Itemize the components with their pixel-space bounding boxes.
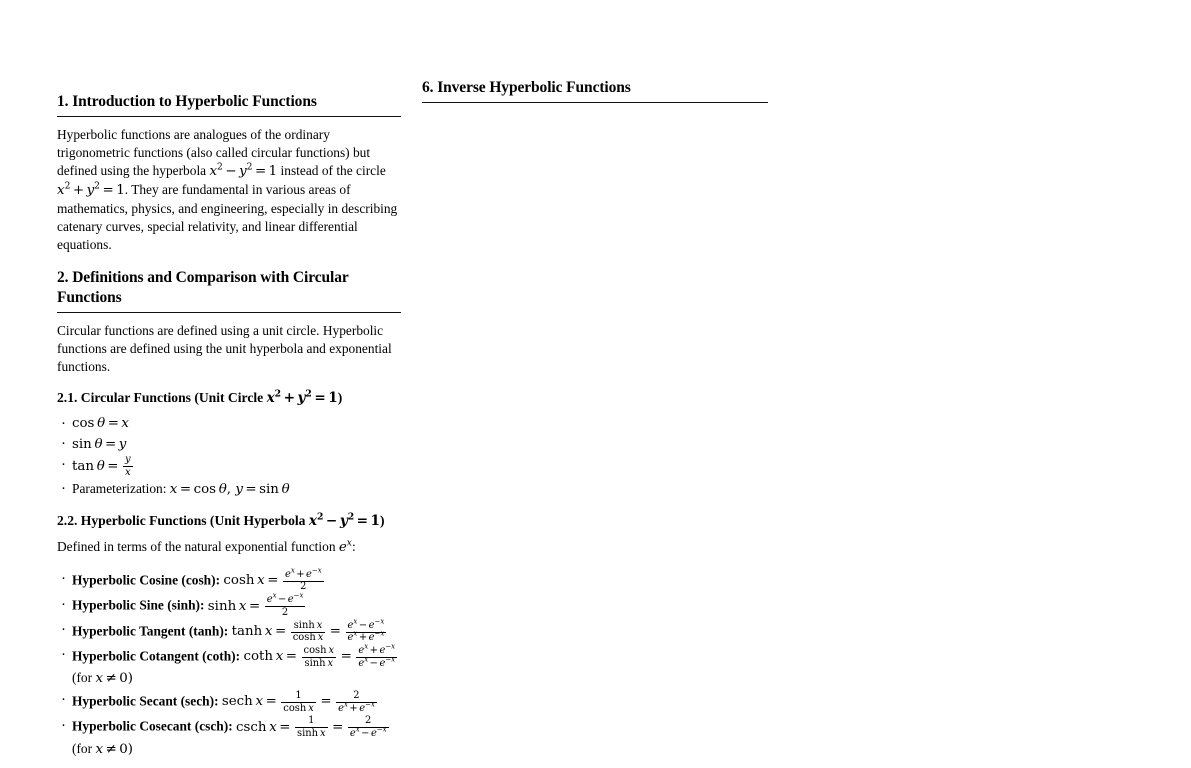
list-item-sinh xyxy=(57,591,401,618)
sinh-exponential-fraction: $\frac{e^x - e^{-x}}{2}$ xyxy=(266,591,304,618)
subsection-hyperbolic-prefix: 2.2. Hyperbolic Functions (Unit Hyperbola xyxy=(57,513,309,529)
section-heading-inverse-hyperbolic xyxy=(422,78,768,103)
coth-formula: coth x = $\frac{\text{cosh x}}{\text{sinh x}}$ = $\frac{e^x + e^{-x}}{e^x - e^{-x}}$ xyxy=(243,642,396,669)
tan-function-name: tan xyxy=(72,458,94,474)
paragraph-definitions: Circular functions are defined using a unit circle. Hyperbolic functions are defined using the unit hyperbola and exponential functions. xyxy=(57,322,392,374)
subsection-circular-suffix: ) xyxy=(337,389,343,405)
list-item-sin: · sin θ = y xyxy=(57,435,401,455)
list-item-coth xyxy=(57,642,401,689)
cosh-denominator: 2 xyxy=(300,581,307,593)
section-title-introduction: 1. Introduction to Hyperbolic Functions xyxy=(57,93,317,110)
list-item-cos: · cos θ = x xyxy=(57,414,401,434)
cosh-exponential-fraction: $\frac{e^x + e^{-x}}{2}$ xyxy=(284,566,322,593)
heading-rule xyxy=(57,312,401,313)
tanh-function-name: tanh xyxy=(231,624,263,640)
sech-exponential-fraction: $\frac{2}{e^x + e^{-x}}$ xyxy=(338,689,375,714)
param-x-argument: θ xyxy=(218,481,227,497)
sech-exp-numerator: 2 xyxy=(336,691,377,703)
tanh-ratio-fraction: $\frac{\text{sinh x}}{\text{cosh x}}$ xyxy=(292,619,324,644)
coth-function-name: coth xyxy=(243,649,274,665)
subsection-title-circular-functions xyxy=(57,389,401,408)
tan-fraction xyxy=(123,455,133,478)
lead-in-prefix: Defined in terms of the natural exponential function xyxy=(57,538,339,554)
csch-condition: (for x ≠ 0) xyxy=(72,740,133,757)
intro-text-part-3: . They are fundamental in various areas of mathematics, physics, and engineering, especially in describing catenary curves, special relativity, and linear differential equations. xyxy=(57,181,398,252)
tanh-formula: tanh x = $\frac{\text{sinh x}}{\text{cosh x}}$ = $\frac{e^x - e^{-x}}{e^x + e^{-x}}$ xyxy=(231,617,385,644)
sech-label: Hyperbolic Secant (sech): xyxy=(72,693,219,709)
intro-text-part-2: instead of the circle xyxy=(277,163,386,178)
sinh-denominator: 2 xyxy=(281,606,289,618)
coth-label: Hyperbolic Cotangent (coth): xyxy=(72,648,241,664)
sinh-label: Hyperbolic Sine (sinh): xyxy=(72,597,205,613)
subsection-hyperbolic-suffix: ) xyxy=(380,513,385,529)
sech-function-name: sech xyxy=(221,694,253,710)
parameterization-formula: x = cos θ, y = sin θ xyxy=(169,481,290,497)
param-x-function: cos xyxy=(193,481,217,497)
formula-unit-hyperbola: $x^2 - y^2 = 1$ xyxy=(308,511,381,530)
section-title-definitions: 2. Definitions and Comparison with Circular Functions xyxy=(57,269,349,306)
sin-function-name: sin xyxy=(72,436,92,452)
csch-ratio-numerator: 1 xyxy=(295,716,328,728)
cos-result: x xyxy=(121,416,129,432)
list-circular-functions xyxy=(57,414,401,499)
sin-result: y xyxy=(118,436,127,452)
list-item-tan: · tan θ = $\frac{y}{x}$ xyxy=(57,455,401,478)
sinh-formula: sinh x = $\frac{e^x - e^{-x}}{2}$ xyxy=(207,591,304,618)
tan-argument: θ xyxy=(96,458,105,474)
param-y-argument: θ xyxy=(281,481,290,497)
csch-exponential-fraction: $\frac{2}{e^x - e^{-x}}$ xyxy=(349,715,387,739)
csch-label: Hyperbolic Cosecant (csch): xyxy=(72,718,233,734)
coth-ratio-fraction: $\frac{\text{cosh x}}{\text{sinh x}}$ xyxy=(303,644,335,669)
cos-function-name: cos xyxy=(72,416,95,432)
tan-numerator: y xyxy=(123,455,133,467)
csch-exp-numerator: 2 xyxy=(348,716,389,728)
formula-exponential-e: $e^x$ xyxy=(338,538,352,555)
csch-function-name: csch xyxy=(236,719,267,735)
list-item-csch xyxy=(57,716,401,759)
cosh-label: Hyperbolic Cosine (cosh): xyxy=(72,572,221,588)
subsection-circular-prefix: 2.1. Circular Functions (Unit Circle xyxy=(57,389,267,405)
paragraph-hyperbolic-lead-in xyxy=(57,538,401,557)
parameterization-label: Parameterization: xyxy=(72,480,167,496)
list-hyperbolic-functions xyxy=(57,566,401,759)
tanh-exponential-fraction: $\frac{e^x - e^{-x}}{e^x + e^{-x}}$ xyxy=(347,617,385,644)
heading-rule xyxy=(422,102,768,103)
tan-denominator: x xyxy=(124,466,131,478)
formula-unit-circle-inline: $x^2 + y^2 = 1$ xyxy=(57,181,125,198)
tanh-label: Hyperbolic Tangent (tanh): xyxy=(72,623,229,639)
cosh-formula: cosh x = $\frac{e^x + e^{-x}}{2}$ xyxy=(223,566,322,593)
csch-ratio-fraction: $\frac{1}{\text{sinh x}}$ xyxy=(297,715,326,739)
list-item-parameterization xyxy=(57,480,401,500)
list-item-sech xyxy=(57,691,401,714)
coth-condition: (for x ≠ 0) xyxy=(72,670,133,687)
left-column xyxy=(57,92,401,768)
section-heading-definitions xyxy=(57,268,401,312)
lead-in-suffix: : xyxy=(351,538,356,554)
sech-ratio-fraction: $\frac{1}{\text{cosh x}}$ xyxy=(283,689,314,714)
sinh-function-name: sinh xyxy=(207,598,237,614)
sin-argument: θ xyxy=(94,436,103,452)
right-column xyxy=(422,78,768,112)
section-title-inverse-hyperbolic: 6. Inverse Hyperbolic Functions xyxy=(422,79,631,96)
cos-argument: θ xyxy=(97,416,106,432)
list-item-cosh xyxy=(57,566,401,593)
coth-exponential-fraction: $\frac{e^x + e^{-x}}{e^x - e^{-x}}$ xyxy=(358,642,396,669)
subsection-title-hyperbolic-functions xyxy=(57,512,401,531)
paragraph-introduction xyxy=(57,126,401,253)
param-y-function: sin xyxy=(259,481,279,497)
formula-unit-circle: $x^2 + y^2 = 1$ xyxy=(266,388,338,406)
section-heading-introduction xyxy=(57,92,401,117)
sech-formula: sech x = $\frac{1}{\text{cosh x}}$ = $\frac{2}{e^x + e^{-x}}$ xyxy=(221,689,375,714)
intro-text-part-1: Hyperbolic functions are analogues of the ordinary trigonometric functions (also called circular functions) but defined using the hyperbola xyxy=(57,127,371,178)
csch-formula: csch x = $\frac{1}{\text{sinh x}}$ = $\frac{2}{e^x - e^{-x}}$ xyxy=(236,715,387,739)
formula-unit-hyperbola-inline: $x^2 - y^2 = 1$ xyxy=(209,162,278,179)
cosh-function-name: cosh xyxy=(223,573,255,589)
heading-rule xyxy=(57,116,401,117)
sech-ratio-numerator: 1 xyxy=(281,691,316,703)
list-item-tanh xyxy=(57,617,401,644)
